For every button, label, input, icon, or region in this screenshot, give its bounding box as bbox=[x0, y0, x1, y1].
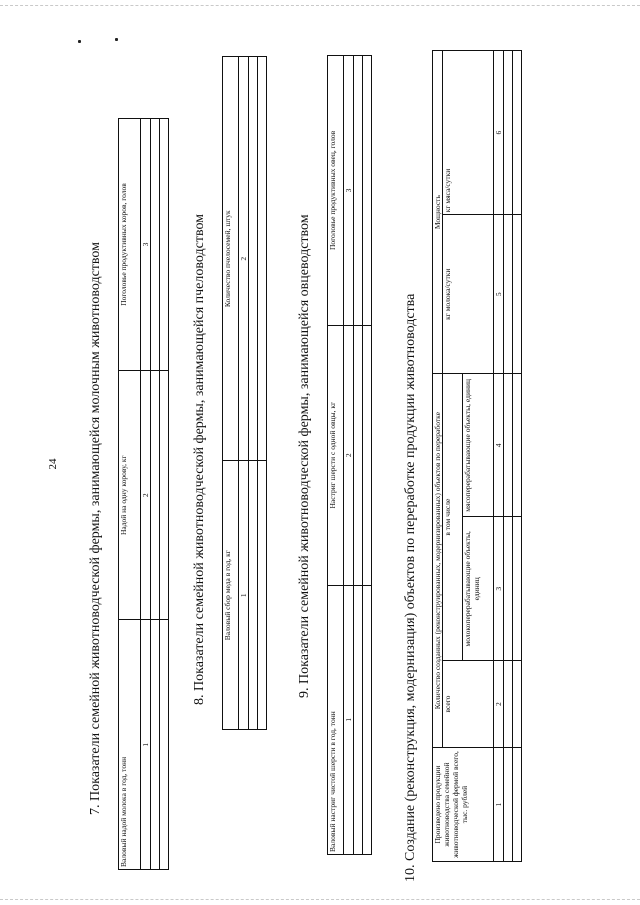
s7-col-number: 1 bbox=[141, 620, 151, 870]
section9-title-wrap bbox=[297, 214, 313, 698]
section10-title-wrap bbox=[403, 294, 419, 882]
section8-table-wrap bbox=[222, 56, 267, 730]
s9-cell bbox=[363, 325, 372, 585]
s9-cell bbox=[354, 585, 363, 854]
s10-col-number: 4 bbox=[494, 374, 504, 517]
s8-header-honey: Валовый сбор меда в год, кг bbox=[223, 461, 239, 730]
s7-header-yield-per-cow: Надой на одну корову, кг bbox=[119, 370, 141, 619]
s9-cell bbox=[363, 585, 372, 854]
s8-cell bbox=[249, 461, 258, 730]
s10-header-total: всего bbox=[443, 661, 494, 748]
s10-header-meat-objects: мясоперерабатывающие объекты, единиц bbox=[463, 374, 494, 517]
s8-col-number: 1 bbox=[239, 461, 249, 730]
s9-col-number: 2 bbox=[344, 325, 354, 585]
s10-header-production: Произведено продукции животноводства семейной животноводческой фермой всего, тыс. рублей bbox=[433, 748, 494, 862]
s7-col-number: 3 bbox=[141, 119, 151, 371]
s10-cell bbox=[504, 517, 513, 661]
s8-cell bbox=[258, 57, 267, 461]
s10-cell bbox=[513, 661, 522, 748]
s8-cell bbox=[258, 461, 267, 730]
s10-cell bbox=[513, 748, 522, 862]
s10-header-milk-capacity: кг молока/сутки bbox=[443, 215, 494, 374]
section9-table-wrap bbox=[327, 55, 372, 855]
s7-cell bbox=[151, 370, 160, 619]
s10-col-number: 5 bbox=[494, 215, 504, 374]
s9-col-number: 3 bbox=[344, 56, 354, 326]
section9-table bbox=[327, 55, 372, 855]
section10-table-wrap bbox=[432, 50, 522, 862]
s9-header-wool-per-sheep: Настриг шерсти с одной овцы, кг bbox=[328, 325, 344, 585]
s10-cell bbox=[513, 51, 522, 215]
section7-title: 7. Показатели семейной животноводческой фермы, занимающейся молочным животноводством bbox=[88, 241, 103, 815]
section7-table-wrap bbox=[118, 118, 169, 870]
s10-cell bbox=[504, 51, 513, 215]
s10-header-meat-capacity: кг мяса/сутки bbox=[443, 51, 494, 215]
s10-col-number: 6 bbox=[494, 51, 504, 215]
s10-header-capacity: Мощность bbox=[433, 51, 443, 374]
s7-cell bbox=[160, 119, 169, 371]
s10-col-number: 1 bbox=[494, 748, 504, 862]
page-number: 24 bbox=[47, 458, 59, 470]
s7-col-number: 2 bbox=[141, 370, 151, 619]
s7-header-cows: Поголовье продуктивных коров, голов bbox=[119, 119, 141, 371]
s9-header-sheep: Поголовье продуктивных овец, голов bbox=[328, 56, 344, 326]
s10-col-number: 3 bbox=[494, 517, 504, 661]
scan-edge-bottom bbox=[0, 899, 640, 900]
s10-header-milk-objects: молокоперерабатывающие объекты, единиц bbox=[463, 517, 494, 661]
s7-header-milk-yield: Валовый надой молока в год, тонн bbox=[119, 620, 141, 870]
s9-cell bbox=[363, 56, 372, 326]
s7-cell bbox=[160, 620, 169, 870]
section8-table bbox=[222, 56, 267, 730]
s8-col-number: 2 bbox=[239, 57, 249, 461]
section10-table bbox=[432, 50, 522, 862]
s10-cell bbox=[504, 374, 513, 517]
s9-col-number: 1 bbox=[344, 585, 354, 854]
section8-title-wrap bbox=[192, 214, 208, 705]
s10-cell bbox=[513, 517, 522, 661]
s10-header-objects: Количество созданных (реконструированных, модернизированных) объектов по переработке bbox=[433, 374, 443, 748]
s10-cell bbox=[513, 374, 522, 517]
scan-speck bbox=[78, 40, 81, 43]
s7-cell bbox=[151, 119, 160, 371]
s10-col-number: 2 bbox=[494, 661, 504, 748]
s10-cell bbox=[504, 215, 513, 374]
s10-header-in-that: в том числе bbox=[443, 374, 463, 661]
scan-speck bbox=[115, 38, 118, 41]
section7-table bbox=[118, 118, 169, 870]
s9-header-wool: Валовый настриг чистой шерсти в год, тонн bbox=[328, 585, 344, 854]
section8-title: 8. Показатели семейной животноводческой фермы, занимающейся пчеловодством bbox=[192, 213, 207, 705]
s7-cell bbox=[151, 620, 160, 870]
s8-cell bbox=[249, 57, 258, 461]
section7-title-wrap bbox=[88, 242, 104, 815]
section10-title: 10. Создание (реконструкция, модернизация) объектов по переработке продукции животноводства bbox=[403, 293, 418, 882]
s7-cell bbox=[160, 370, 169, 619]
s10-cell bbox=[513, 215, 522, 374]
s9-cell bbox=[354, 56, 363, 326]
section9-title: 9. Показатели семейной животноводческой фермы, занимающейся овцеводством bbox=[297, 214, 312, 698]
s8-header-bee-colonies: Количество пчелосемей, штук bbox=[223, 57, 239, 461]
s10-cell bbox=[504, 748, 513, 862]
scan-edge-top bbox=[0, 5, 640, 6]
s10-cell bbox=[504, 661, 513, 748]
s9-cell bbox=[354, 325, 363, 585]
